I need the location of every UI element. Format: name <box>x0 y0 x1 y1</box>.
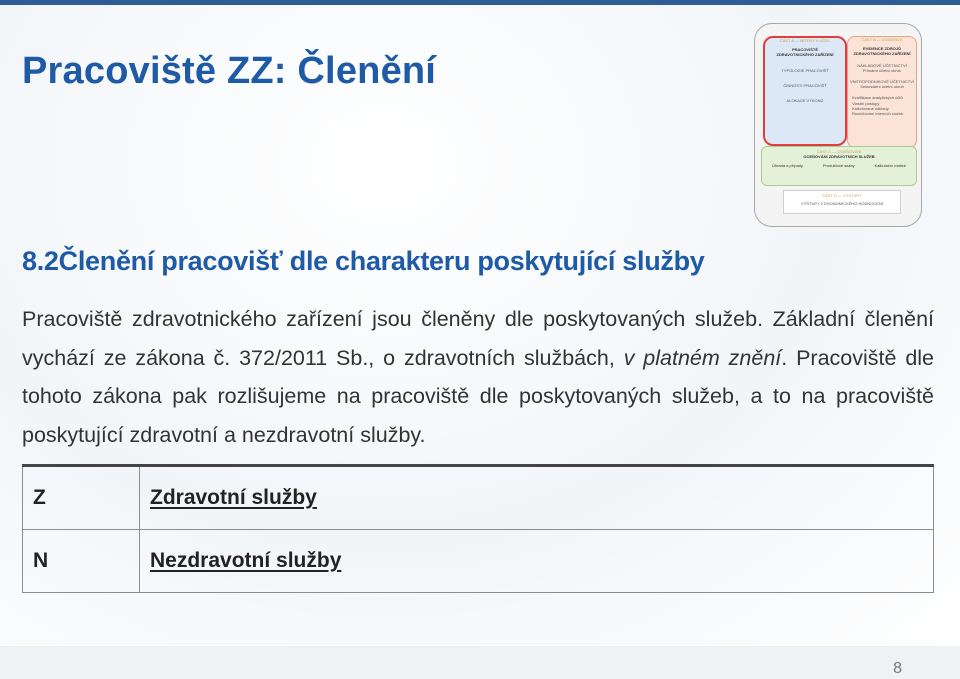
thumbnail-part-a-line: ČINNOSTI PRACOVIŠŤ <box>783 82 827 88</box>
methodology-thumbnail <box>754 23 922 227</box>
thumbnail-part-c <box>761 146 917 186</box>
thumbnail-part-a <box>763 36 847 146</box>
section-paragraph <box>22 300 934 454</box>
slide-title: Pracoviště ZZ: Členění <box>22 50 437 92</box>
thumbnail-part-b-bullet: Vlastní postupy <box>852 100 880 106</box>
thumbnail-part-c-header: ČÁST C — OCEŇOVÁNÍ <box>816 149 862 154</box>
paragraph-text-part-1: Pracoviště zdravotnického zařízení jsou členěny dle poskytovaných služeb. Základní členění vychází ze zákona č. 372/2011 Sb., o zdravotních službách, <box>22 307 934 370</box>
thumbnail-part-d-header: ČÁST D — VÝSTUPY <box>822 193 862 198</box>
thumbnail-part-a-line: ALOKACE VÝKONŮ <box>786 98 824 104</box>
thumbnail-part-b-line: NÁKLADOVÉ ÚČETNICTVÍ <box>857 62 907 68</box>
page-number: 8 <box>893 660 902 677</box>
service-name-cell <box>140 530 934 593</box>
thumbnail-part-c-title: OCEŇOVÁNÍ ZDRAVOTNÍCH SLUŽEB <box>803 154 875 160</box>
footer-band <box>0 646 960 679</box>
paragraph-italic-text: v platném znění <box>623 345 782 370</box>
thumbnail-part-b-line: Sekundární účetní okruh <box>860 84 904 90</box>
thumbnail-part-a-line: PRACOVIŠTĚ <box>791 47 818 53</box>
table-row <box>23 466 934 530</box>
thumbnail-part-c-bullets <box>762 163 916 168</box>
thumbnail-part-d <box>783 190 901 214</box>
thumbnail-part-c-bullet: Produktové sazby <box>822 163 855 169</box>
thumbnail-part-c-bullet: Kalkulační matice <box>874 163 906 169</box>
service-type-table <box>22 464 934 593</box>
thumbnail-part-b-bullet: Kvalifikace analytických účtů <box>852 95 903 101</box>
thumbnail-part-b-line: Primární účetní okruh <box>862 67 902 73</box>
service-name-cell <box>140 466 934 530</box>
service-name: Nezdravotní služby <box>150 549 342 572</box>
section-heading: 8.2Členění pracovišť dle charakteru poskytující služby <box>22 246 705 276</box>
thumbnail-part-b-line: EVIDENCE ZDROJŮ <box>862 46 901 52</box>
thumbnail-part-a-line: ZDRAVOTNICKÉHO ZAŘÍZENÍ <box>776 52 834 58</box>
thumbnail-part-b-line: ZDRAVOTNICKÉHO ZAŘÍZENÍ <box>853 51 911 57</box>
thumbnail-part-b <box>847 36 917 148</box>
thumbnail-part-a-header: ČÁST A — MOTIVY A ÚČEL <box>779 38 831 43</box>
thumbnail-part-b-bullet: Rozúčtování interních služeb <box>852 111 904 117</box>
paragraph-text-part-2: . Pracoviště dle tohoto zákona pak rozlišujeme na pracoviště dle poskytovaných služeb, a to na pracoviště poskytující zdravotní a nezdravotní služby. <box>22 345 935 447</box>
table-row <box>23 530 934 593</box>
thumbnail-part-b-header: ČÁST B — EVIDENCE <box>861 37 903 42</box>
thumbnail-part-c-bullet: Úhrada a případy <box>771 163 803 169</box>
thumbnail-part-d-title: VÝSTUPY Z EKONOMICKÉHO HODNOCENÍ <box>801 201 883 207</box>
service-code-cell: Z <box>23 466 140 530</box>
service-code-cell: N <box>23 530 140 593</box>
thumbnail-part-b-line: VNITROPODNIKOVÉ ÚČETNICTVÍ <box>849 79 914 85</box>
thumbnail-part-b-bullet: Kalkulované náklady <box>852 105 889 111</box>
service-name: Zdravotní služby <box>150 486 317 509</box>
thumbnail-part-a-line: TYPOLOGIE PRACOVIŠŤ <box>781 67 829 73</box>
